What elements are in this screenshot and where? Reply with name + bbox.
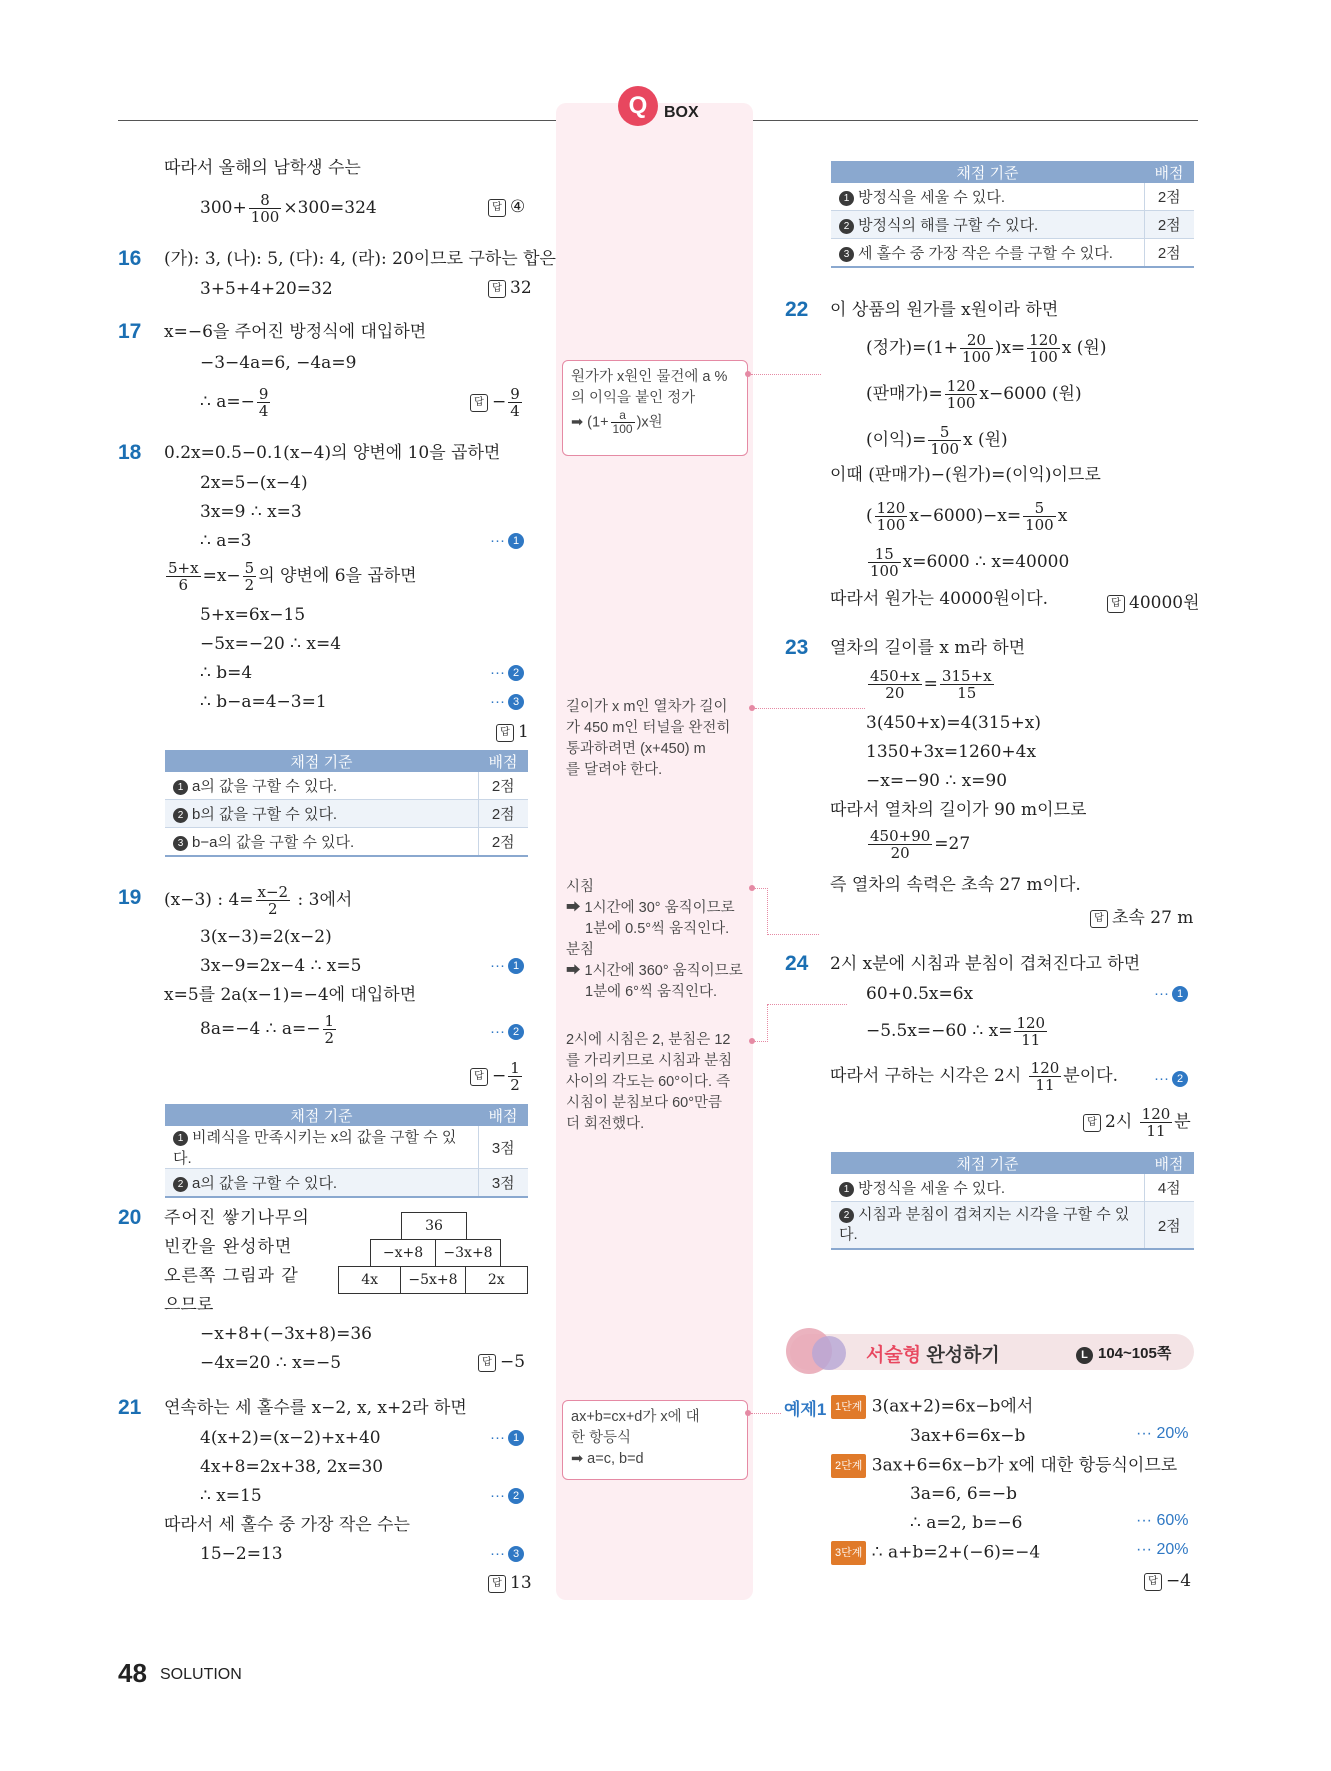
page-ref-icon: L bbox=[1076, 1347, 1093, 1364]
fraction: $\frac{5}{100}$ bbox=[930, 423, 959, 458]
p21-l1: 연속하는 세 홀수를 x−2, x, x+2라 하면 bbox=[164, 1398, 467, 1418]
p22-l5: 이때 (판매가)−(원가)=(이익)이므로 bbox=[830, 465, 1101, 485]
score-mark-2: ··· 2 bbox=[490, 1487, 524, 1504]
fraction: $\frac{5}{100}$ bbox=[1025, 499, 1054, 534]
p21-l2: 4(x+2)=(x−2)+x+40 bbox=[200, 1428, 381, 1448]
calc-line bbox=[200, 192, 377, 225]
answer-23: 답 초속 27 m bbox=[1090, 903, 1193, 928]
percent-mark: ··· 60% bbox=[1136, 1512, 1189, 1529]
answer-icon: 답 bbox=[496, 724, 514, 742]
qbox-note-clock-angle: 2시에 시침은 2, 분침은 12 를 가리키므로 시침과 분침 사이의 각도는 60°이다. 즉 시침이 분침보다 60°만큼 더 회전했다. bbox=[566, 1032, 733, 1132]
score-mark-3: ··· 3 bbox=[490, 1545, 524, 1562]
score-mark-1: ··· 1 bbox=[490, 1429, 524, 1446]
pyramid-cell: 36 bbox=[402, 1213, 467, 1240]
p18-l7: −5x=−20 ∴ x=4 bbox=[200, 634, 342, 654]
banner-circles-icon bbox=[812, 1336, 846, 1370]
p20-l6: −4x=20 ∴ x=−5 bbox=[200, 1353, 342, 1373]
table-header-points: 배점 bbox=[478, 750, 528, 772]
p21-l4: ∴ x=15 bbox=[200, 1486, 262, 1506]
table-header-points: 배점 bbox=[1144, 1152, 1194, 1174]
calc-prefix: 300+ bbox=[200, 198, 247, 218]
intro-line: 따라서 올해의 남학생 수는 bbox=[164, 158, 361, 178]
p19-l2: 3(x−3)=2(x−2) bbox=[200, 927, 332, 947]
p19-l3: 3x−9=2x−4 ∴ x=5 bbox=[200, 956, 362, 976]
p23-l7: $\frac{450+90}{20}$ =27 bbox=[870, 827, 971, 862]
leader-line bbox=[755, 708, 865, 709]
table-row: 1 방정식을 세울 수 있다. 4점 bbox=[831, 1174, 1194, 1202]
score-mark-1: ··· 1 bbox=[1154, 985, 1188, 1002]
p22-l3: (판매가)= $\frac{120}{100}$ x−6000 (원) bbox=[866, 377, 1082, 412]
ex1-step1: 1단계 3(ax+2)=6x−b에서 bbox=[831, 1395, 1033, 1419]
answer-18: 답 1 bbox=[496, 722, 529, 742]
p18-l2: 2x=5−(x−4) bbox=[200, 473, 308, 493]
scoring-table-21 bbox=[831, 161, 1194, 268]
answer-icon: 답 bbox=[488, 280, 506, 298]
p17-line2: −3−4a=6, −4a=9 bbox=[200, 353, 357, 373]
example-label: 예제1 bbox=[784, 1400, 827, 1419]
fraction: $\frac{5+x}{6}$ bbox=[168, 559, 199, 594]
ex1-step1-line2: 3ax+6=6x−b bbox=[910, 1426, 1026, 1446]
p20-l4: 으므로 bbox=[164, 1295, 214, 1315]
p22-l2: (정가)=(1+ $\frac{20}{100}$ )x= $\frac{120}{100}$ x (원) bbox=[866, 331, 1107, 366]
qbox-note-train: 길이가 x m인 열차가 길이 가 450 m인 터널을 완전히 통과하려면 (x+450) m 를 달려야 한다. bbox=[566, 699, 731, 778]
leader-line bbox=[751, 374, 821, 375]
table-row: 1 a의 값을 구할 수 있다. 2점 bbox=[165, 772, 528, 800]
p20-l3: 오른쪽 그림과 같 bbox=[164, 1266, 299, 1286]
score-mark-2: ··· 2 bbox=[490, 664, 524, 681]
p16-line1: (가): 3, (나): 5, (다): 4, (라): 20이므로 구하는 합은 bbox=[164, 249, 556, 269]
table-row: 3 세 홀수 중 가장 작은 수를 구할 수 있다. 2점 bbox=[831, 239, 1194, 268]
p20-l5: −x+8+(−3x+8)=36 bbox=[200, 1324, 372, 1344]
fraction: $\frac{120}{100}$ bbox=[1029, 331, 1058, 366]
calc-suffix: ×300=324 bbox=[283, 198, 377, 218]
scoring-table-18 bbox=[165, 750, 528, 857]
p17-line3: ∴ a=− $\frac{9}{4}$ bbox=[200, 385, 269, 420]
fraction: $\frac{120}{11}$ bbox=[1141, 1105, 1171, 1140]
problem-number-17: 17 bbox=[118, 320, 142, 343]
answer-icon: 답 bbox=[478, 1354, 496, 1372]
p21-l5: 따라서 세 홀수 중 가장 작은 수는 bbox=[164, 1515, 410, 1535]
fraction: $\frac{a}{100}$ bbox=[612, 408, 633, 436]
answer-icon: 답 bbox=[1144, 1573, 1162, 1591]
p21-l6: 15−2=13 bbox=[200, 1544, 283, 1564]
answer-icon: 답 bbox=[1107, 595, 1125, 613]
qbox-column bbox=[556, 103, 753, 1600]
pyramid-cell: −5x+8 bbox=[401, 1267, 465, 1294]
answer-19: 답 − $\frac{1}{2}$ bbox=[470, 1060, 524, 1093]
p22-l6: ( $\frac{120}{100}$ x−6000)−x= $\frac{5}{100}$ x bbox=[866, 499, 1068, 534]
leader-line bbox=[751, 1413, 781, 1414]
p24-l1: 2시 x분에 시침과 분침이 겹쳐진다고 하면 bbox=[830, 954, 1141, 974]
table-row: 2 방정식의 해를 구할 수 있다. 2점 bbox=[831, 211, 1194, 239]
score-mark-1: ··· 1 bbox=[490, 957, 524, 974]
table-row: 1 비례식을 만족시키는 x의 값을 구할 수 있다. 3점 bbox=[165, 1126, 528, 1169]
p21-l3: 4x+8=2x+38, 2x=30 bbox=[200, 1457, 384, 1477]
problem-number-21: 21 bbox=[118, 1396, 142, 1419]
leader-line bbox=[755, 1004, 768, 1042]
p16-line2: 3+5+4+20=32 bbox=[200, 279, 333, 299]
p23-l1: 열차의 길이를 x m라 하면 bbox=[830, 638, 1026, 658]
problem-number-23: 23 bbox=[785, 636, 809, 659]
fraction: $\frac{x-2}{2}$ bbox=[257, 883, 289, 918]
problem-number-24: 24 bbox=[785, 952, 809, 975]
p22-l8: 따라서 원가는 40000원이다. bbox=[830, 589, 1049, 609]
percent-mark: ··· 20% bbox=[1136, 1425, 1189, 1442]
ex1-step2-line3: ∴ a=2, b=−6 bbox=[910, 1513, 1023, 1533]
p20-l2: 빈칸을 완성하면 bbox=[164, 1237, 293, 1257]
p18-l8: ∴ b=4 bbox=[200, 663, 253, 683]
fraction: $\frac{120}{11}$ bbox=[1016, 1014, 1046, 1049]
page-number: 48 bbox=[118, 1658, 147, 1688]
fraction: $\frac{450+90}{20}$ bbox=[870, 827, 931, 862]
answer-20: 답 −5 bbox=[478, 1352, 525, 1372]
box-label: BOX bbox=[664, 104, 699, 121]
p18-l3: 3x=9 ∴ x=3 bbox=[200, 502, 302, 522]
p18-line1: 0.2x=0.5−0.1(x−4)의 양변에 10을 곱하면 bbox=[164, 443, 501, 463]
answer-17: 답 − $\frac{9}{4}$ bbox=[470, 386, 524, 419]
p23-l4: 1350+3x=1260+4x bbox=[866, 742, 1037, 762]
problem-number-20: 20 bbox=[118, 1206, 142, 1229]
qbox-note-identity: ax+b=cx+d가 x에 대 한 항등식 ➡ a=c, b=d bbox=[562, 1400, 748, 1480]
p18-l6: 5+x=6x−15 bbox=[200, 605, 306, 625]
fraction: $\frac{15}{100}$ bbox=[870, 545, 899, 580]
answer-21: 답 13 bbox=[488, 1573, 532, 1593]
fraction: $\frac{8}{100}$ bbox=[250, 191, 280, 226]
block-pyramid bbox=[338, 1212, 528, 1294]
p18-l9: ∴ b−a=4−3=1 bbox=[200, 692, 327, 712]
step-badge: 1단계 bbox=[831, 1395, 866, 1419]
p19-l1: (x−3) : 4= $\frac{x-2}{2}$ : 3에서 bbox=[164, 883, 353, 918]
p19-l4: x=5를 2a(x−1)=−4에 대입하면 bbox=[164, 985, 417, 1005]
fraction: $\frac{5}{2}$ bbox=[244, 559, 255, 594]
answer-24: 답 2시 $\frac{120}{11}$ 분 bbox=[1083, 1106, 1191, 1139]
answer-icon: 답 bbox=[1083, 1114, 1101, 1132]
p24-l3: −5.5x=−60 ∴ x= $\frac{120}{11}$ bbox=[866, 1014, 1046, 1049]
p23-l6: 따라서 열차의 길이가 90 m이므로 bbox=[830, 800, 1087, 820]
p23-l3: 3(450+x)=4(315+x) bbox=[866, 713, 1041, 733]
q-icon: Q bbox=[618, 86, 658, 126]
table-header-points: 배점 bbox=[478, 1104, 528, 1126]
banner-title: 서술형 완성하기 bbox=[866, 1345, 1000, 1366]
pyramid-cell: −3x+8 bbox=[436, 1240, 501, 1267]
p23-l5: −x=−90 ∴ x=90 bbox=[866, 771, 1008, 791]
leader-line bbox=[755, 888, 768, 935]
ex1-step2: 2단계 3ax+6=6x−b가 x에 대한 항등식이므로 bbox=[831, 1454, 1177, 1478]
table-row: 1 방정식을 세울 수 있다. 2점 bbox=[831, 183, 1194, 211]
ex1-step3: 3단계 ∴ a+b=2+(−6)=−4 bbox=[831, 1541, 1040, 1565]
leader-line bbox=[767, 1004, 847, 1005]
table-row: 2 시침과 분침이 겹쳐지는 시각을 구할 수 있다. 2점 bbox=[831, 1202, 1194, 1250]
scoring-table-19 bbox=[165, 1104, 528, 1198]
problem-number-19: 19 bbox=[118, 886, 142, 909]
answer-icon: 답 bbox=[488, 1575, 506, 1593]
pyramid-cell: 4x bbox=[339, 1267, 401, 1294]
fraction: $\frac{120}{100}$ bbox=[876, 499, 906, 534]
pyramid-cell: 2x bbox=[465, 1267, 527, 1294]
table-header-criteria: 채점 기준 bbox=[165, 750, 478, 772]
p23-l8: 즉 열차의 속력은 초속 27 m이다. bbox=[830, 875, 1081, 895]
p18-l4: ∴ a=3 bbox=[200, 531, 252, 551]
fraction: $\frac{315+x}{15}$ bbox=[941, 667, 992, 702]
fraction: $\frac{1}{2}$ bbox=[324, 1012, 335, 1047]
p24-l4: 따라서 구하는 시각은 2시 $\frac{120}{11}$ 분이다. bbox=[830, 1059, 1118, 1094]
problem-number-18: 18 bbox=[118, 441, 142, 464]
qbox-note-markup: 원가가 x원인 물건에 a % 의 이익을 붙인 정가 ➡ (1+ $\frac{a}{100}$ )x원 bbox=[562, 360, 748, 456]
p20-l1: 주어진 쌓기나무의 bbox=[164, 1208, 310, 1228]
fraction: $\frac{120}{11}$ bbox=[1030, 1059, 1060, 1094]
table-header-criteria: 채점 기준 bbox=[831, 161, 1144, 183]
fraction: $\frac{450+x}{20}$ bbox=[870, 667, 920, 702]
answer-22: 답 40000원 bbox=[1107, 588, 1200, 613]
table-header-criteria: 채점 기준 bbox=[165, 1104, 478, 1126]
answer-icon: 답 bbox=[470, 394, 488, 412]
p22-l4: (이익)= $\frac{5}{100}$ x (원) bbox=[866, 423, 1008, 458]
p22-l1: 이 상품의 원가를 x원이라 하면 bbox=[830, 300, 1059, 320]
problem-number-16: 16 bbox=[118, 247, 142, 270]
p19-l5: 8a=−4 ∴ a=− $\frac{1}{2}$ bbox=[200, 1012, 335, 1047]
answer-16: 답 32 bbox=[488, 278, 532, 298]
table-header-criteria: 채점 기준 bbox=[831, 1152, 1144, 1174]
banner-ref: L 104~105쪽 bbox=[1076, 1342, 1171, 1364]
answer-15: 답 ④ bbox=[488, 197, 525, 217]
score-mark-3: ··· 3 bbox=[490, 693, 524, 710]
answer-icon: 답 bbox=[1090, 910, 1108, 928]
p18-l5: $\frac{5+x}{6}$ =x− $\frac{5}{2}$ 의 양변에 6을 곱하면 bbox=[168, 559, 417, 594]
table-row: 2 b의 값을 구할 수 있다. 2점 bbox=[165, 800, 528, 828]
p22-l7: $\frac{15}{100}$ x=6000 ∴ x=40000 bbox=[870, 545, 1070, 580]
fraction: $\frac{1}{2}$ bbox=[510, 1059, 520, 1094]
scoring-table-24 bbox=[831, 1152, 1194, 1250]
fraction: $\frac{20}{100}$ bbox=[962, 331, 991, 366]
step-badge: 2단계 bbox=[831, 1454, 866, 1478]
table-row: 3 b−a의 값을 구할 수 있다. 2점 bbox=[165, 828, 528, 857]
ex1-step2-line2: 3a=6, 6=−b bbox=[910, 1484, 1018, 1504]
problem-number-22: 22 bbox=[785, 298, 809, 321]
score-mark-2: ··· 2 bbox=[490, 1023, 524, 1040]
answer-icon: 답 bbox=[470, 1068, 488, 1086]
answer-icon: 답 bbox=[488, 199, 506, 217]
leader-line bbox=[767, 934, 819, 935]
score-mark-1: ··· 1 bbox=[490, 532, 524, 549]
answer-example: 답 −4 bbox=[1144, 1571, 1191, 1591]
score-mark-2: ··· 2 bbox=[1154, 1070, 1188, 1087]
table-header-points: 배점 bbox=[1144, 161, 1194, 183]
footer-section: SOLUTION bbox=[160, 1666, 242, 1683]
fraction: $\frac{9}{4}$ bbox=[510, 385, 520, 420]
p23-l2: $\frac{450+x}{20}$ = $\frac{315+x}{15}$ bbox=[870, 667, 992, 702]
step-badge: 3단계 bbox=[831, 1541, 866, 1565]
fraction: $\frac{120}{100}$ bbox=[946, 377, 976, 412]
table-row: 2 a의 값을 구할 수 있다. 3점 bbox=[165, 1169, 528, 1198]
qbox-note-clock-speed: 시침 ➡ 1시간에 30° 움직이므로 1분에 0.5°씩 움직인다. 분침 ➡ 1시간에 360° 움직이므로 1분에 6°씩 움직인다. bbox=[566, 879, 743, 1000]
p17-line1: x=−6을 주어진 방정식에 대입하면 bbox=[164, 322, 427, 342]
p24-l2: 60+0.5x=6x bbox=[866, 984, 974, 1004]
percent-mark: ··· 20% bbox=[1136, 1541, 1189, 1558]
pyramid-cell: −x+8 bbox=[371, 1240, 436, 1267]
fraction: $\frac{9}{4}$ bbox=[258, 385, 269, 420]
